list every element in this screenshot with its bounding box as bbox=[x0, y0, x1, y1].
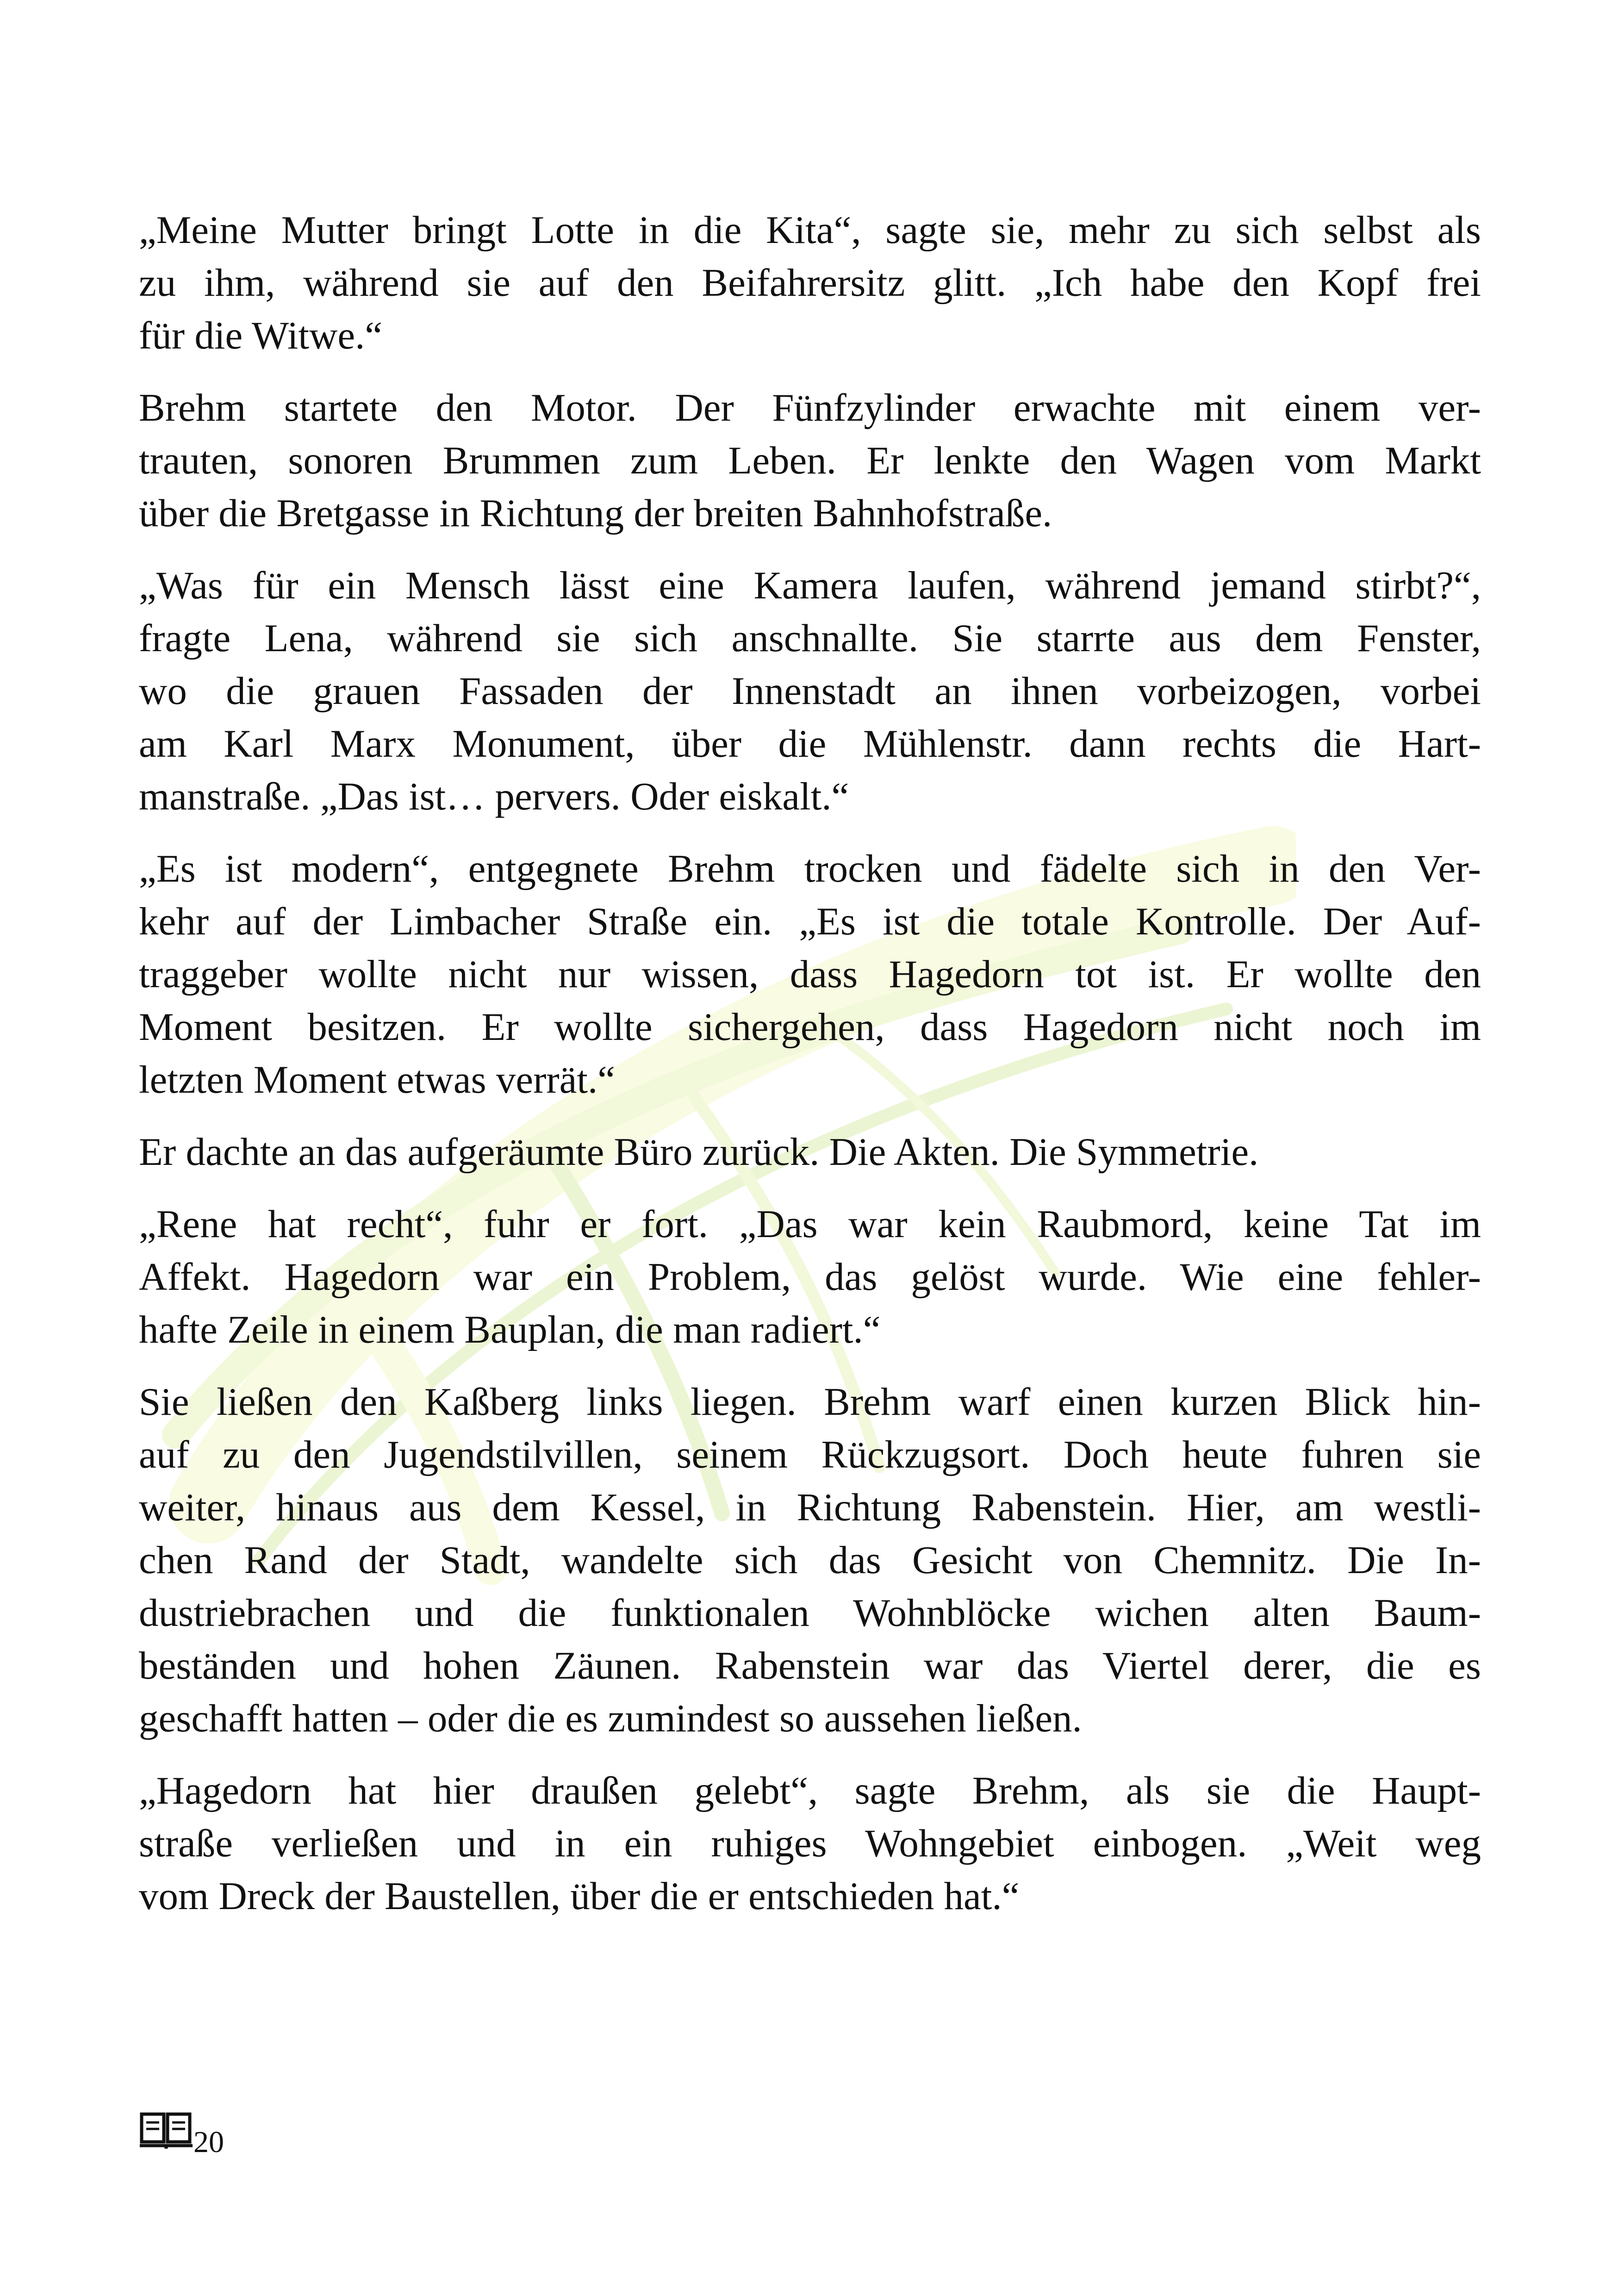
text-line: straße verließen und in ein ruhiges Wohngebiet einbogen. „Weit weg bbox=[139, 1822, 1481, 1865]
text-line: vom Dreck der Baustellen, über die er entschieden hat.“ bbox=[139, 1874, 1020, 1918]
text-line: beständen und hohen Zäunen. Rabenstein war das Viertel derer, die es bbox=[139, 1644, 1481, 1687]
text-line: „Meine Mutter bringt Lotte in die Kita“, sagte sie, mehr zu sich selbst als bbox=[139, 208, 1481, 252]
text-line: „Es ist modern“, entgegnete Brehm trocken und fädelte sich in den Ver- bbox=[139, 847, 1481, 890]
text-line: Er dachte an das aufgeräumte Büro zurück. Die Akten. Die Symmetrie. bbox=[139, 1130, 1259, 1174]
text-line: kehr auf der Limbacher Straße ein. „Es ist die totale Kontrolle. Der Auf- bbox=[139, 900, 1481, 943]
text-line: geschafft hatten – oder die es zumindest so aussehen ließen. bbox=[139, 1697, 1082, 1740]
text-line: fragte Lena, während sie sich anschnallte. Sie starrte aus dem Fenster, bbox=[139, 616, 1481, 660]
book-icon bbox=[139, 2111, 193, 2151]
page-footer bbox=[139, 2105, 224, 2159]
text-line: dustriebrachen und die funktionalen Wohnblöcke wichen alten Baum- bbox=[139, 1591, 1481, 1635]
text-line: Affekt. Hagedorn war ein Problem, das gelöst wurde. Wie eine fehler- bbox=[139, 1255, 1481, 1299]
text-line: „Was für ein Mensch lässt eine Kamera laufen, während jemand stirbt?“, bbox=[139, 564, 1481, 607]
body-text bbox=[139, 204, 1481, 1942]
text-line: weiter, hinaus aus dem Kessel, in Richtung Rabenstein. Hier, am westli- bbox=[139, 1486, 1481, 1529]
text-line: traggeber wollte nicht nur wissen, dass Hagedorn tot ist. Er wollte den bbox=[139, 952, 1481, 996]
paragraph bbox=[139, 1764, 1481, 1923]
paragraph bbox=[139, 381, 1481, 540]
text-line: für die Witwe.“ bbox=[139, 314, 383, 357]
text-line: „Hagedorn hat hier draußen gelebt“, sagte Brehm, als sie die Haupt- bbox=[139, 1769, 1481, 1812]
text-line: Moment besitzen. Er wollte sichergehen, dass Hagedorn nicht noch im bbox=[139, 1005, 1481, 1049]
text-line: chen Rand der Stadt, wandelte sich das Gesicht von Chemnitz. Die In- bbox=[139, 1538, 1481, 1582]
text-line: am Karl Marx Monument, über die Mühlenstr. dann rechts die Hart- bbox=[139, 722, 1481, 765]
text-line: Brehm startete den Motor. Der Fünfzylinder erwachte mit einem ver- bbox=[139, 386, 1481, 429]
text-line: über die Bretgasse in Richtung der breiten Bahnhofstraße. bbox=[139, 492, 1052, 535]
text-line: manstraße. „Das ist… pervers. Oder eiskalt.“ bbox=[139, 775, 849, 818]
paragraph bbox=[139, 1126, 1481, 1178]
text-line: auf zu den Jugendstilvillen, seinem Rückzugsort. Doch heute fuhren sie bbox=[139, 1433, 1481, 1476]
text-line: Sie ließen den Kaßberg links liegen. Brehm warf einen kurzen Blick hin- bbox=[139, 1380, 1481, 1424]
paragraph bbox=[139, 1198, 1481, 1356]
paragraph bbox=[139, 559, 1481, 823]
text-line: „Rene hat recht“, fuhr er fort. „Das war kein Raubmord, keine Tat im bbox=[139, 1202, 1481, 1246]
text-line: letzten Moment etwas verrät.“ bbox=[139, 1058, 616, 1101]
paragraph bbox=[139, 842, 1481, 1106]
text-line: trauten, sonoren Brummen zum Leben. Er lenkte den Wagen vom Markt bbox=[139, 439, 1481, 482]
page-number: 20 bbox=[193, 2125, 224, 2159]
text-line: hafte Zeile in einem Bauplan, die man radiert.“ bbox=[139, 1308, 881, 1351]
paragraph bbox=[139, 1375, 1481, 1745]
text-line: wo die grauen Fassaden der Innenstadt an ihnen vorbeizogen, vorbei bbox=[139, 669, 1481, 713]
paragraph bbox=[139, 204, 1481, 362]
text-line: zu ihm, während sie auf den Beifahrersitz glitt. „Ich habe den Kopf frei bbox=[139, 261, 1481, 305]
